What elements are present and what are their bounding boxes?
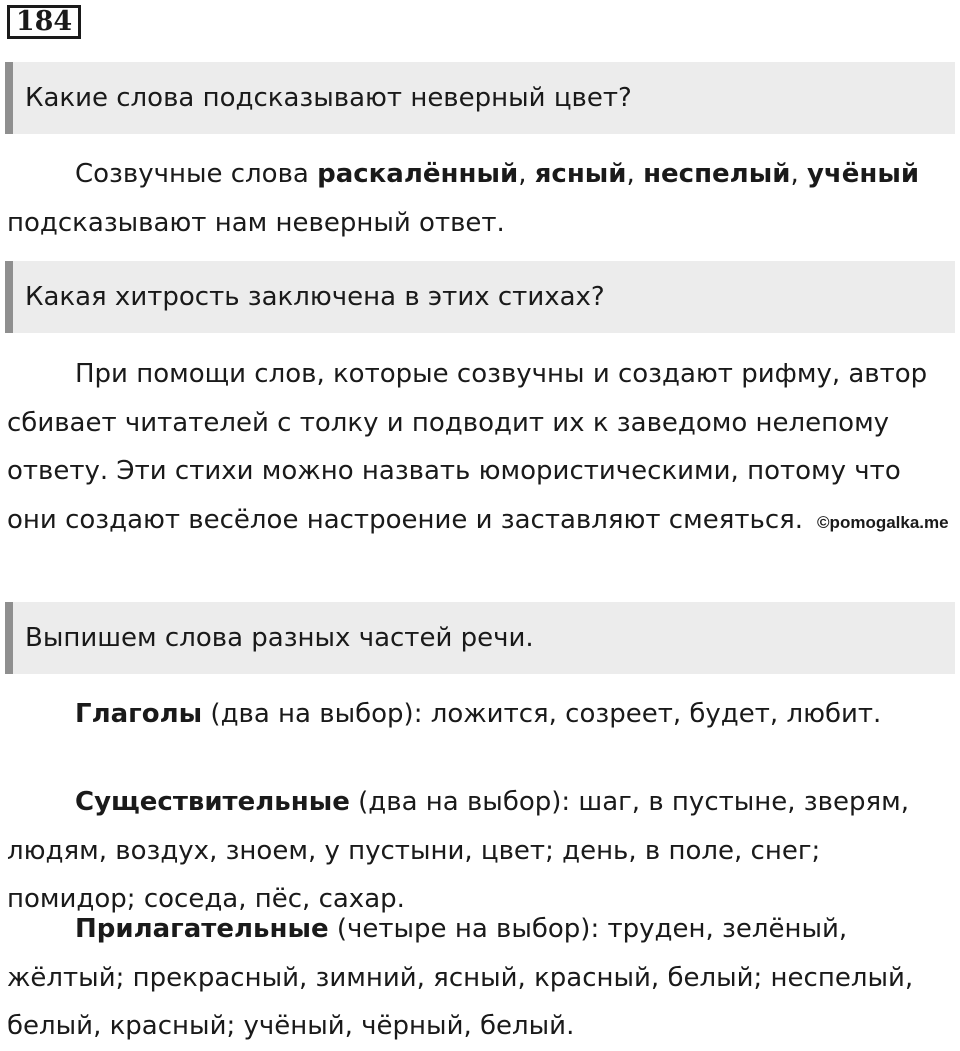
question-3: Выпишем слова разных частей речи. — [5, 602, 955, 674]
nouns-paragraph — [7, 778, 955, 924]
answer-1-text: Созвучные слова — [75, 159, 318, 189]
separator: , — [518, 159, 535, 189]
word-uchyony: учёный — [806, 159, 920, 189]
answer-1 — [7, 150, 955, 247]
adjectives-text: (четыре на выбор): труден, зелёный, жёлтый; прекрасный, зимний, ясный, красный, белый; неспелый, белый, красный; учёный, чёрный, белый. — [7, 914, 914, 1041]
word-raskalenny: раскалённый — [317, 159, 519, 189]
watermark: ©pomogalka.me — [817, 512, 949, 532]
verbs-paragraph — [7, 690, 955, 739]
word-nespely: неспелый — [643, 159, 791, 189]
separator: , — [626, 159, 644, 189]
answer-1-end: подсказывают нам неверный ответ. — [7, 207, 505, 238]
word-yasny: ясный — [534, 159, 627, 189]
question-1: Какие слова подсказывают неверный цвет? — [5, 62, 955, 134]
nouns-text: (два на выбор): шаг, в пустыне, зверям, людям, воздух, зноем, у пустыни, цвет; день, в поле, снег; помидор; соседа, пёс, сахар. — [7, 787, 909, 914]
verbs-label: Глаголы — [75, 699, 203, 729]
verbs-text: (два на выбор): ложится, созреет, будет, любит. — [202, 699, 882, 729]
separator: , — [790, 159, 807, 189]
nouns-label: Существительные — [75, 787, 350, 817]
answer-2 — [7, 350, 955, 547]
adjectives-label: Прилагательные — [75, 914, 329, 944]
adjectives-paragraph — [7, 905, 955, 1051]
answer-2-text: При помощи слов, которые созвучны и создают рифму, автор сбивает читателей с толку и подводит их к заведомо нелепому ответу. Эти стихи можно назвать юмористическими, потому что они создают весёлое настроение и заставляют смеяться. — [7, 359, 928, 535]
question-2: Какая хитрость заключена в этих стихах? — [5, 261, 955, 333]
task-number: 184 — [7, 5, 81, 39]
